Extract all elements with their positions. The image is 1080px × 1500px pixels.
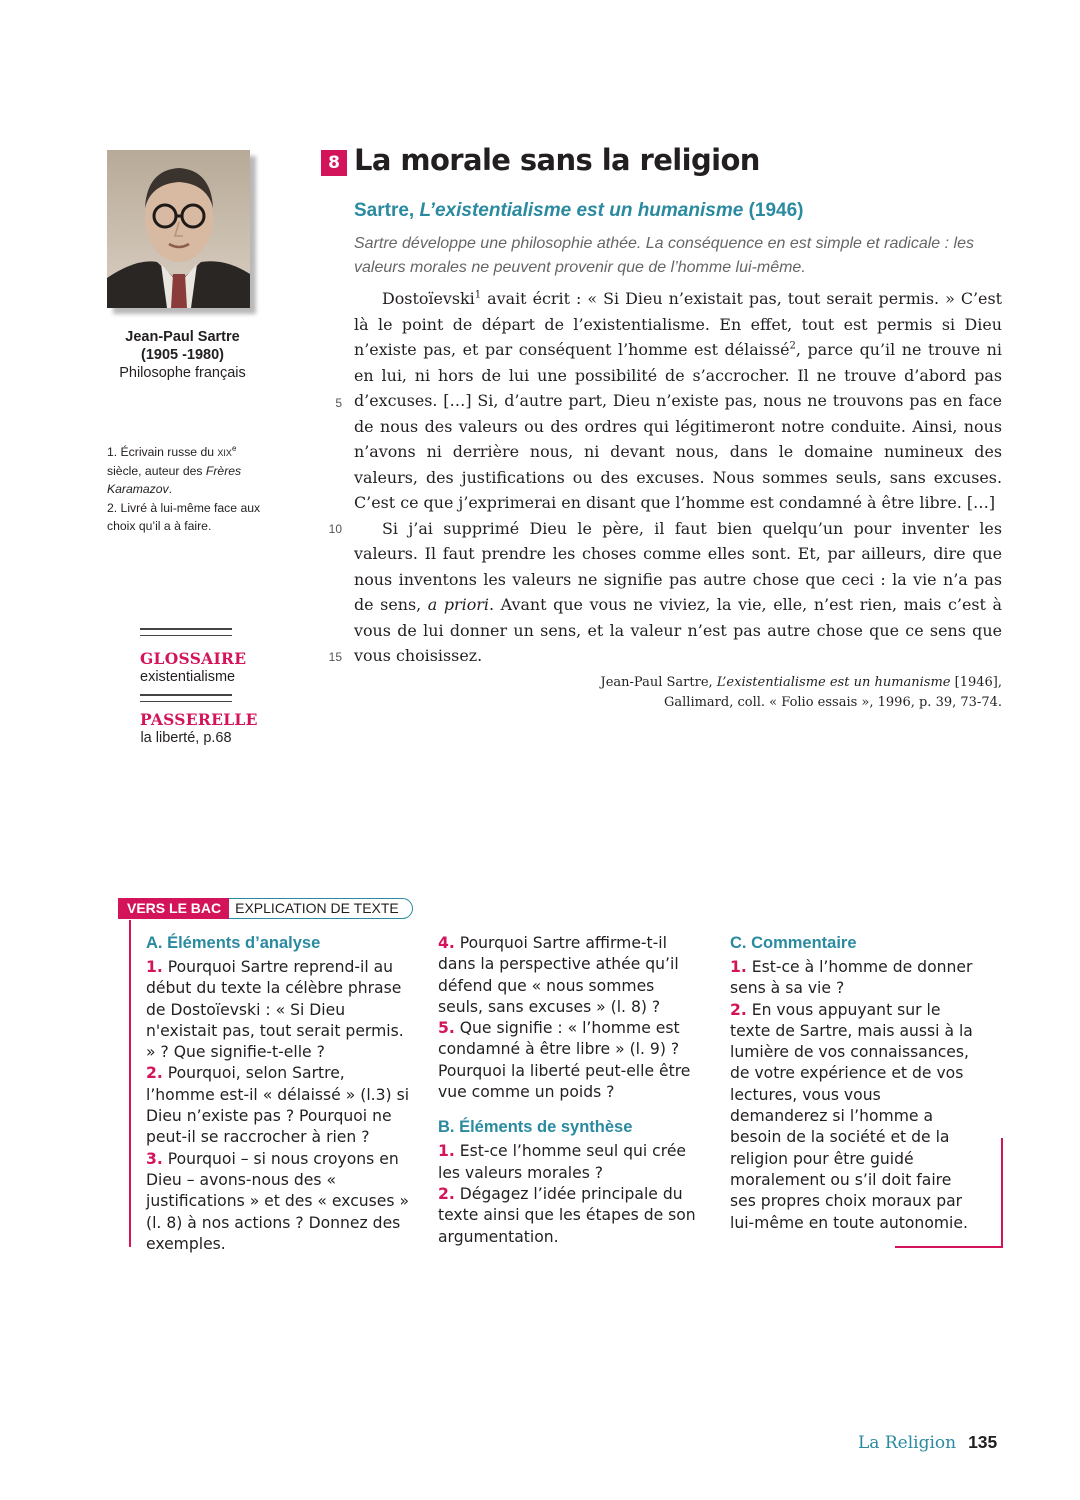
divider [140, 628, 232, 636]
frame-line-bottom [895, 1246, 1003, 1248]
section-c-heading: C. Commentaire [730, 934, 857, 952]
synthesis-2: 2. Dégagez l’idée principale du texte ainsi que les étapes de son argumentation. [438, 1184, 696, 1246]
question-4: 4. Pourquoi Sartre affirme-t-il dans la perspective athée qu’il défend que « nous sommes seuls, sans excuses » (l. 8) ? [438, 934, 679, 1016]
divider [140, 694, 232, 702]
line-number-5: 5 [335, 396, 342, 410]
author-portrait [107, 150, 250, 308]
line-number-10: 10 [328, 522, 342, 536]
commentary-2: 2. En vous appuyant sur le texte de Sartre, mais aussi à la lumière de vos connaissances, de votre expérience et de vos lectures, vous vous demanderez si l’homme a besoin de la société et de la religion pour être guidé moralement ou s’il doit faire ses propres choix moraux par lui-même en toute autonomie. [730, 1000, 973, 1232]
section-b-heading: B. Éléments de synthèse [438, 1118, 633, 1137]
page-title: La morale sans la religion [354, 143, 760, 177]
vers-le-bac-label: VERS LE BAC [118, 898, 229, 919]
exercise-column-1 [146, 933, 416, 1255]
footnote-2: 2. Livré à lui-même face aux choix qu’il a à faire. [107, 500, 261, 534]
explication-label: EXPLICATION DE TEXTE [229, 898, 413, 919]
question-5: 5. Que signifie : « l’homme est condamné à être libre » (l. 9) ? Pourquoi la liberté peut-elle être vue comme un poids ? [438, 1019, 691, 1102]
paragraph-1: Dostoïevski$^1$ avait écrit : « Si Dieu n’existait pas, tout serait permis. » C’est là le point de départ de l’existentialisme. En effet, tout est permis si Dieu n’existe pas, et par conséquent l’homme est délaissé$^2$, parce qu’il ne trouve ni en lui, ni hors de lui une possibilité de s’accrocher. Il ne trouve d’abord pas d’excuses. […] Si, d’autre part, Dieu n’existe pas, nous ne trouvons pas en face de nous des valeurs ou des ordres qui légitimeront notre conduite. Ainsi, nous n’avons ni derrière nous, ni devant nous, dans le domaine numineux des valeurs, des justifications ou des excuses. Nous sommes seuls, sans excuses. C’est ce que j’exprimerai en disant que l’homme est condamné à être libre. […] [354, 289, 1002, 512]
footnotes [107, 440, 267, 536]
section-a-heading: A. Éléments d’analyse [146, 934, 321, 952]
synthesis-1: 1. Est-ce l’homme seul qui crée les valeurs morales ? [438, 1142, 687, 1182]
glossaire-term-link[interactable]: existentialisme [140, 669, 236, 685]
question-1: 1. Pourquoi Sartre reprend-il au début du texte la célèbre phrase de Dostoïevski : « Si Dieu n'existait pas, tout serait permis. » ? Que signifie-t-elle ? [146, 958, 404, 1062]
author-name: Jean-Paul Sartre [125, 329, 240, 345]
passerelle-link[interactable]: la liberté, p.68 [140, 730, 232, 746]
page-number: 135 [968, 1432, 998, 1452]
text-source: Sartre, L’existentialisme est un humanisme (1946) [354, 200, 804, 221]
page-footer [858, 1432, 997, 1453]
question-2: 2. Pourquoi, selon Sartre, l’homme est-il « délaissé » (l.3) si Dieu n’existe pas ? Pourquoi ne peut-il se raccrocher à rien ? [146, 1064, 410, 1147]
intro-text: Sartre développe une philosophie athée. La conséquence en est simple et radicale : les valeurs morales ne peuvent provenir que de l’homme lui-même. [354, 235, 974, 276]
commentary-1: 1. Est-ce à l’homme de donner sens à sa vie ? [730, 958, 973, 998]
footnote-1: 1. Écrivain russe du xix$^e$ siècle, auteur des Frères Karamazov. [107, 444, 242, 497]
portrait-image [107, 150, 250, 308]
portrait-caption [100, 328, 265, 382]
bibliographic-reference: Jean-Paul Sartre, L’existentialisme est un humanisme [1946], Gallimard, coll. « Folio essais », 1996, p. 39, 73-74. [600, 675, 1002, 710]
footer-section: La Religion [858, 1433, 957, 1453]
glossaire-box [140, 628, 258, 746]
paragraph-2: Si j’ai supprimé Dieu le père, il faut bien quelqu’un pour inventer les valeurs. Il faut prendre les choses comme elles sont. Et, par ailleurs, dire que nous inventons les valeurs ne signifie pas autre chose que ceci : la vie n’a pas de sens, a priori. Avant que vous ne viviez, la vie, elle, n’est rien, mais c’est à vous de lui donner un sens, et la valeur n’est pas autre chose que ce sens que vous choisissez. [354, 518, 1002, 665]
line-number-15: 15 [328, 650, 342, 664]
passerelle-title: PASSERELLE [140, 710, 258, 729]
glossaire-title: GLOSSAIRE [140, 649, 247, 668]
exercise-column-3 [730, 933, 980, 1234]
exercise-tag [118, 898, 413, 919]
text-number-badge: 8 [321, 150, 347, 176]
author-dates: (1905 -1980) [140, 347, 225, 363]
frame-line-left [129, 920, 131, 1247]
exercise-column-2 [438, 933, 700, 1248]
main-text [354, 286, 1002, 669]
frame-line-right [1001, 1138, 1003, 1248]
question-3: 3. Pourquoi – si nous croyons en Dieu – avons-nous des « justifications » et des « excuses » (l. 8) à nos actions ? Donnez des exemples. [146, 1149, 409, 1253]
author-role: Philosophe français [119, 365, 246, 381]
